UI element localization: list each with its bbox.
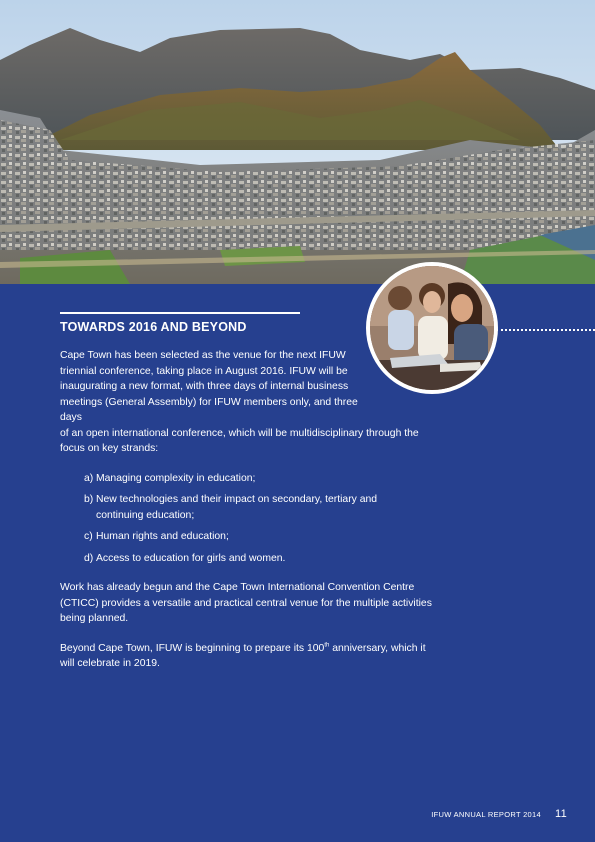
list-item-text: Human rights and education;: [96, 531, 229, 542]
dotted-leader: [496, 329, 595, 331]
intro-tail: of an open international conference, which will be multidisciplinary through the focus on key strands:: [60, 427, 419, 454]
list-item-text: Managing complexity in education;: [96, 472, 256, 484]
list-item: [60, 492, 396, 523]
footer-label: IFUW ANNUAL REPORT 2014: [431, 810, 541, 819]
intro-paragraph: [60, 348, 378, 426]
cticc-paragraph: Work has already begun and the Cape Town International Convention Centre (CTICC) provides a versatile and practical central venue for the multiple activities being planned.: [60, 582, 432, 624]
anniversary-paragraph: [60, 641, 440, 672]
ordinal-suffix: th: [324, 642, 330, 649]
list-item-text: Access to education for girls and women.: [96, 552, 286, 564]
list-item: [60, 471, 396, 487]
intro-line: triennial conference, taking place in August 2016. IFUW will be: [60, 365, 348, 377]
key-strands-list: [60, 471, 440, 567]
list-item: [60, 551, 396, 567]
heading-rule: [60, 312, 300, 314]
section-heading: TOWARDS 2016 AND BEYOND: [60, 320, 247, 334]
intro-line: meetings (General Assembly) for IFUW members only, and three days: [60, 396, 358, 423]
intro-line: inaugurating a new format, with three days of internal business: [60, 381, 349, 392]
page-footer: [431, 808, 567, 820]
list-item-text: New technologies and their impact on secondary, tertiary and continuing education;: [96, 494, 378, 521]
list-item: [60, 529, 396, 545]
list-marker: d): [84, 552, 94, 564]
list-marker: a): [84, 472, 94, 484]
anniversary-text-end: anniversary, which it will celebrate in 2019.: [60, 642, 426, 669]
body-text: [60, 348, 440, 672]
list-marker: c): [84, 531, 93, 542]
anniversary-text-start: Beyond Cape Town, IFUW is beginning to prepare its 100: [60, 642, 325, 654]
list-marker: b): [84, 494, 94, 505]
intro-line: Cape Town has been selected as the venue for the next IFUW: [60, 350, 346, 361]
page-number: 11: [554, 808, 567, 820]
cape-town-panorama-photo: [0, 0, 595, 284]
